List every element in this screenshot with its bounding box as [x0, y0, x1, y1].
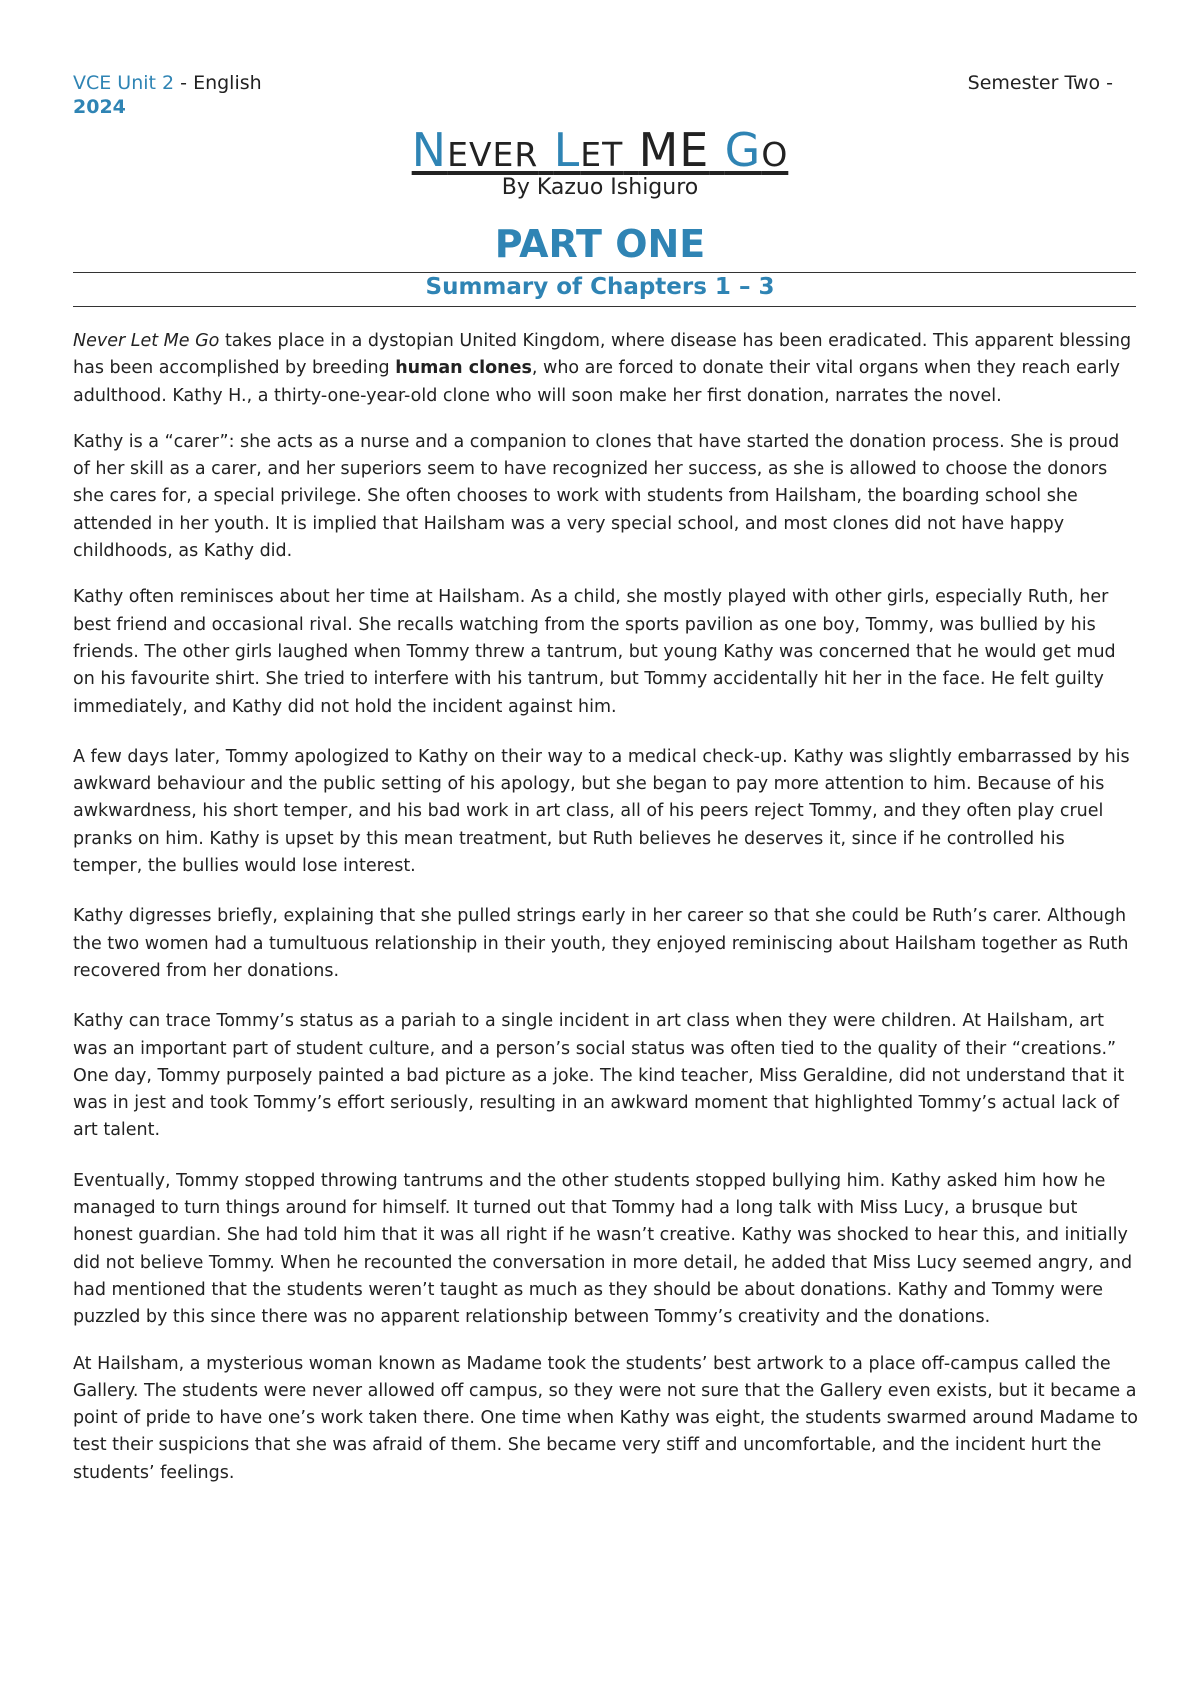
- paragraph-5: Kathy digresses briefly, explaining that she pulled strings early in her career so that she could be Ruth’s carer. Although the two women had a tumultuous relationship in their youth, they enjoyed reminiscing about Hailsham together as Ruth recovered from her donations.: [73, 906, 1129, 981]
- header-unit: VCE Unit 2: [73, 72, 175, 94]
- header-subject: English: [193, 72, 262, 94]
- paragraph-6: Kathy can trace Tommy’s status as a pariah to a single incident in art class when they were children. At Hailsham, art was an important part of student culture, and a person’s social status was often tied to the quality of their “creations.” One day, Tommy purposely painted a bad picture as a joke. The kind teacher, Miss Geraldine, did not understand that it was in jest and took Tommy’s effort seriously, resulting in an awkward moment that highlighted Tommy’s actual lack of art talent.: [73, 1011, 1125, 1141]
- title-word-me: ME: [638, 123, 710, 177]
- paragraph-1: [73, 328, 1138, 410]
- paragraph-4: A few days later, Tommy apologized to Kathy on their way to a medical check-up. Kathy was slightly embarrassed by his awkward behaviour and the public setting of his apology, but she began to pay more attention to him. Because of his awkwardness, his short temper, and his bad work in art class, all of his peers reject Tommy, and they often play cruel pranks on him. Kathy is upset by this mean treatment, but Ruth believes he deserves it, since if he controlled his temper, the bullies would lose interest.: [73, 746, 1130, 877]
- author-byline: By Kazuo Ishiguro: [501, 175, 699, 200]
- paragraph-2: Kathy is a “carer”: she acts as a nurse and a companion to clones that have started the donation process. She is proud of her skill as a carer, and her superiors seem to have recognized her success, as she is allowed to choose the donors she cares for, a special privilege. She often chooses to work with students from Hailsham, the boarding school she attended in her youth. It is implied that Hailsham was a very special school, and most clones did not have happy childhoods, as Kathy did.: [73, 431, 1120, 562]
- header-separator: -: [174, 72, 194, 94]
- title-cap-l: L: [553, 123, 581, 177]
- paragraph-8: At Hailsham, a mysterious woman known as Madame took the students’ best artwork to a place off-campus called the Gallery. The students were never allowed off campus, so they were not sure that the Gallery even exists, but it became a point of pride to have one’s work taken there. One time when Kathy was eight, the students swarmed around Madame to test their suspicions that she was afraid of them. She became very stiff and uncomfortable, and the incident hurt the students’ feelings.: [73, 1353, 1139, 1483]
- paragraph-1-text-a: takes place in a dystopian United Kingdom, where disease has been eradicated. This apparent blessing has been accomplished by breeding: [73, 331, 1132, 379]
- section-heading: Summary of Chapters 1 – 3: [425, 274, 775, 300]
- header-semester: Semester Two -: [967, 72, 1113, 94]
- heading-rule-bottom: [73, 306, 1136, 307]
- title-word-go: O: [761, 135, 789, 174]
- summary-body: [73, 328, 1138, 1506]
- part-heading: PART ONE: [494, 222, 706, 266]
- book-title-italic: Never Let Me Go: [73, 331, 220, 351]
- header-course: [73, 72, 262, 94]
- book-title: [0, 123, 1200, 182]
- heading-rule-top: [73, 272, 1136, 273]
- paragraph-3: Kathy often reminisces about her time at Hailsham. As a child, she mostly played with other girls, especially Ruth, her best friend and occasional rival. She recalls watching from the sports pavilion as one boy, Tommy, was bullied by his friends. The other girls laughed when Tommy threw a tantrum, but young Kathy was concerned that he would get mud on his favourite shirt. She tried to interfere with his tantrum, but Tommy accidentally hit her in the face. He felt guilty immediately, and Kathy did not hold the incident against him.: [73, 587, 1116, 717]
- title-cap-n: N: [411, 123, 448, 177]
- paragraph-7: Eventually, Tommy stopped throwing tantrums and the other students stopped bullying him. Kathy asked him how he managed to turn things around for himself. It turned out that Tommy had a long talk with Miss Lucy, a brusque but honest guardian. She had told him that it was all right if he wasn’t creative. Kathy was shocked to hear this, and initially did not believe Tommy. When he recounted the conversation in more detail, he added that Miss Lucy seemed angry, and had mentioned that the students weren’t taught as much as they should be about donations. Kathy and Tommy were puzzled by this since there was no apparent relationship between Tommy’s creativity and the donations.: [73, 1170, 1133, 1328]
- title-word-let: ET: [580, 135, 624, 174]
- title-word-never: EVER: [447, 135, 539, 174]
- title-cap-g: G: [724, 123, 762, 177]
- bold-term: human clones: [395, 358, 532, 379]
- header-year: 2024: [73, 96, 126, 118]
- paragraph-1-text-b: , who are forced to donate their vital organs when they reach early adulthood. Kathy H., a thirty-one-year-old clone who will soon make her first donation, narrates the novel.: [73, 358, 1120, 406]
